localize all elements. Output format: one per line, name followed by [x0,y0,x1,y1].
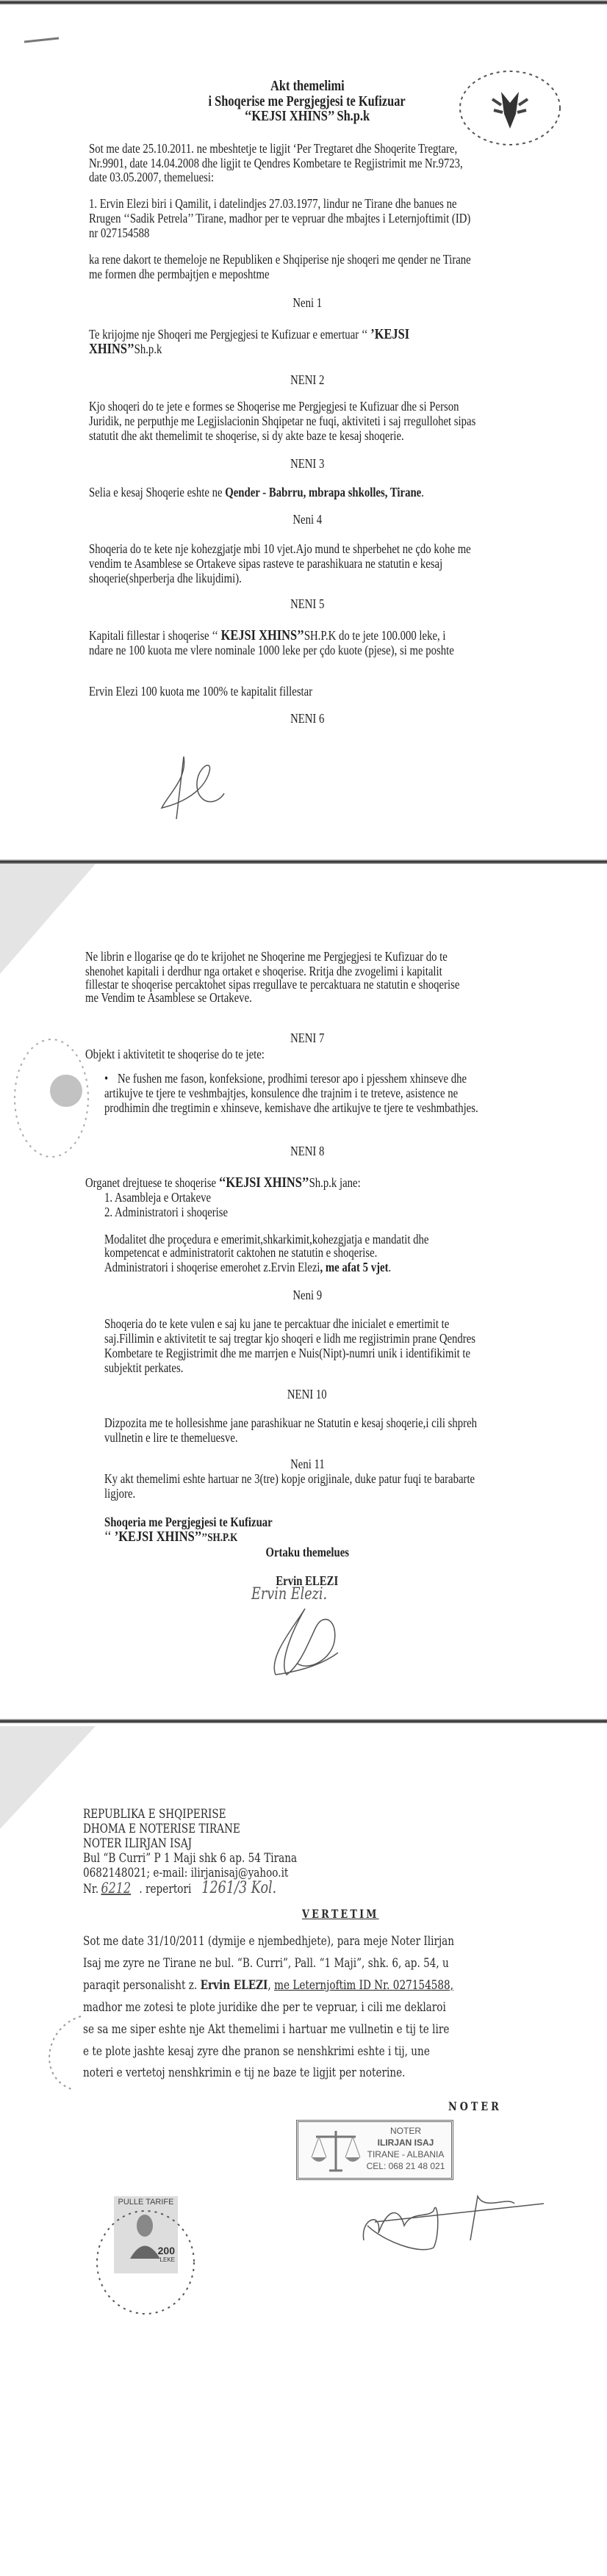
company-name: ‘‘KEJSI XHINS’’ [218,1175,309,1191]
article-8-line: kompetencat e administratorit caktohen ne statutin e shoqerise. [104,1245,378,1260]
certification-line: e te plote jashte kesaj zyre dhe pranon se nenshkrimi eshte i tij, une [83,2044,430,2059]
notary-signoff: NOTER [448,2099,502,2113]
stamp-line: TIRANE - ALBANIA [367,2149,445,2160]
founder-line: nr 027154588 [89,226,150,240]
nr-label: Nr. [83,1882,99,1897]
revenue-stamp-unit: LEKE [159,2256,175,2263]
company-name: KEJSI XHINS’’ [220,627,304,643]
article-heading: NENI 3 [290,456,325,471]
article-6-line: fillestar te shoqerise percaktohet sipas rregullave te percaktuara ne statutin e shoqerise [85,977,460,992]
article-heading: Neni 1 [292,295,322,310]
text: . [421,485,424,499]
page-edge [0,1719,607,1723]
nr-value: 6212 [101,1879,132,1897]
page-edge [0,0,607,4]
staple-icon [22,33,66,48]
list-item: 2. Administratori i shoqerise [104,1205,229,1219]
article-2-line: Kjo shoqeri do te jete e formes se Shoqerise me Pergjegjesi te Kufizuar dhe si Person [89,399,459,414]
certification-line: madhor me zotesi te plote juridike dhe per te vepruar, i cili me deklaroi [83,2000,446,2015]
article-3-line [89,484,424,500]
article-heading: NENI 10 [287,1387,327,1401]
stamp-line: ILIRJAN ISAJ [377,2137,434,2148]
certification-title: VERTETIM [302,1907,379,1921]
article-6-line: Ne librin e llogarise qe do te krijohet ne Shoqerine me Pergjegjesi te Kufizuar do te [85,949,448,964]
article-heading: NENI 8 [290,1144,325,1158]
text: , [267,1978,275,1993]
company-name-title: ‘‘KEJSI XHINS’’ Sh.p.k [244,108,370,124]
article-2-line: Juridik, ne perputhje me Legjislacionin Shqipetar ne fuqi, aktiviteti i saj rregullohet sipas [89,414,476,428]
article-5-line: ndare ne 100 kuota me vlere nominale 1000 leke per çdo kuote (pjese), si me poshte [89,643,454,657]
term: , me afat 5 vjet [320,1260,389,1274]
id-number: me Leternjoftim ID Nr. 027154588, [274,1978,454,1993]
article-1-line [89,341,162,357]
bullet-icon: • [104,1071,109,1086]
intro-line: Nr.9901, date 14.04.2008 dhe ligjit te Qendres Kombetare te Regjistrimit me Nr.9723, [89,156,463,170]
repertori-label: . repertori [139,1882,192,1897]
scales-of-justice-icon [309,2128,364,2173]
text: SH.P.K do te jete 100.000 leke, i [304,628,446,643]
text: Selia e kesaj Shoqerie eshte ne [89,485,226,499]
notary-signature [360,2189,551,2255]
page-3 [0,1719,607,2576]
signatory-name: Ervin ELEZI [276,1573,339,1588]
agree-line: me formen dhe permbajtjen e meposhtme [89,267,270,281]
company-name: ’KEJSI XHINS’’ [114,1529,202,1545]
intro-line: date 03.05.2007, themeluesi: [89,170,215,184]
repertori-value: 1261/3 Kol. [201,1879,277,1897]
agree-line: ka rene dakort te themeloje ne Republiken e Shqiperise nje shoqeri me qender ne Tirane [89,252,471,267]
article-8-line [104,1259,391,1275]
text: Kapitali fillestar i shoqerise ‘‘ [89,628,221,643]
article-2-line: statutit dhe akt themelimit te shoqerise, si dy akte baze te kesaj shoqerie. [89,428,404,443]
article-6-line: me Vendim te Asamblese se Ortakeve. [85,990,252,1005]
article-7-line: artikujve te tjere te veshmbajtjes, konsulence dhe trajnim i te treteve, asistence ne [104,1086,459,1100]
founder-line: 1. Ervin Elezi biri i Qamilit, i datelindjes 27.03.1977, lindur ne Tirane dhe banues ne [89,196,457,211]
text: Te krijojme nje Shoqeri me Pergjegjesi te Kufizuar e emertuar ‘‘ [89,327,371,342]
person-name: Ervin ELEZI [200,1978,268,1993]
founder-initials-signature [147,749,228,823]
company-name: ’KEJSI [370,326,410,342]
text: Administratori i shoqerise emerohet z.Ervin Elezi [104,1260,320,1274]
notary-header-line: NOTER ILIRJAN ISAJ [83,1836,193,1851]
article-7-intro: Objekt i aktivitetit te shoqerise do te jete: [85,1047,265,1061]
faint-seal-icon [29,2013,88,2093]
notary-stamp [296,2120,453,2180]
founder-signature [265,1605,349,1678]
article-7-line: prodhimin dhe tregtimin e xhinseve, kemishave dhe artikujve te tjere te veshmbathjes. [104,1100,478,1115]
founder-line: Rrugen ‘‘Sadik Petrela’’ Tirane, madhor per te vepruar dhe mbajtes i Leternjoftimit (ID) [89,211,471,226]
closing-company: Shoqeria me Pergjegjesi te Kufizuar [104,1515,273,1529]
text: Sh.p.k [134,342,162,356]
page-1 [0,0,607,859]
article-heading: NENI 7 [290,1031,325,1045]
page-2 [0,859,607,1719]
text: ‘‘ [104,1529,115,1545]
company-name: XHINS’’ [89,341,134,357]
article-11-line: Ky akt themelimi eshte hartuar ne 3(tre) kopje origjinale, duke patur fuqi te barabarte [104,1471,475,1486]
certification-line: Isaj me zyre ne Tirane ne bul. “B. Curri”, Pall. “1 Maji”, shk. 6, ap. 54, u [83,1956,449,1971]
article-7-line: Ne fushen me fason, konfeksione, prodhimi teresor apo i pjesshem xhinseve dhe [118,1071,467,1086]
article-4-line: Shoqeria do te kete nje kohezgjatje mbi 10 vjet.Ajo mund te shperbehet ne çdo kohe me [89,541,471,556]
text: Organet drejtuese te shoqerise [85,1175,219,1190]
article-8-line: Modalitet dhe proçedura e emerimit,shkarkimit,kohezgjatja e mandatit dhe [104,1232,429,1246]
article-heading: NENI 5 [290,596,325,611]
article-heading: Neni 11 [290,1457,325,1471]
text: paraqit personalisht z. [83,1978,201,1993]
certification-line [83,1977,453,1994]
intro-line: Sot me date 25.10.2011. ne mbeshtetje te ligjit ‘Per Tregtaret dhe Shoqerite Tregtare, [89,141,458,156]
notary-header-line: REPUBLIKA E SHQIPERISE [83,1807,226,1822]
certification-line: Sot me date 31/10/2011 (dymije e njembedhjete), para meje Noter Ilirjan [83,1934,455,1949]
text: . [388,1260,392,1274]
signatory-role: Ortaku themelues [265,1545,349,1559]
notary-contact: 0682148021; e-mail: ilirjanisaj@yahoo.it [83,1866,289,1880]
article-heading: NENI 6 [290,711,325,726]
capital-share-line: Ervin Elezi 100 kuota me 100% te kapitalit fillestar [89,684,313,699]
document-subtitle: i Shoqerise me Pergjegjesi te Kufizuar [208,93,406,109]
stamp-line: NOTER [390,2126,421,2136]
certification-line: se sa me siper eshte nje Akt themelimi i hartuar me vullnetin e tij te lire [83,2022,450,2037]
seat-address: Qender - Babrru, mbrapa shkolles, Tirane [225,485,422,499]
notary-header-line: DHOMA E NOTERISE TIRANE [83,1822,240,1836]
text: ’’SH.P.K [201,1531,238,1544]
article-1-line [89,326,409,342]
article-8-line [85,1175,361,1191]
text: Sh.p.k jane: [309,1175,361,1190]
document-title: Akt themelimi [270,78,345,94]
article-9-line: Shoqeria do te kete vulen e saj ku jane te percaktuar dhe inicialet e emertimit te [104,1316,450,1331]
round-seal-icon [94,2207,201,2317]
article-9-line: Kombetare te Regjistrimit dhe me marrjen e Nuis(Nipt)-numri unik i identifikimit te [104,1346,471,1360]
article-6-line: shenohet kapitali i derdhur nga ortaket e shoqerise. Rritja dhe zvogelimi i kapitalit [85,964,442,978]
article-11-line: ligjore. [104,1486,136,1501]
article-9-line: saj.Fillimin e aktivitetit te saj tregtar kjo shoqeri e lidh me regjistrimin prane Qendres [104,1331,476,1346]
revenue-stamp-label: PULLE TARIFE [118,2198,174,2207]
article-9-line: subjektit perkates. [104,1360,184,1375]
notary-address: Bul “B Curri” P 1 Maji shk 6 ap. 54 Tirana [83,1851,298,1866]
article-10-line: Dizpozita me te hollesishme jane parashikuar ne Statutin e kesaj shoqerie,i cili shpreh [104,1415,478,1430]
article-10-line: vullnetin e lire te themeluesve. [104,1430,238,1445]
register-number-line [83,1880,276,1897]
article-heading: Neni 9 [292,1288,322,1302]
article-heading: Neni 4 [292,512,322,527]
certification-line: noteri e vertetoj nenshkrimin e tij ne baze te ligjit per noterine. [83,2066,406,2080]
article-5-line [89,627,446,643]
folded-corner [0,864,96,974]
article-heading: NENI 2 [290,372,325,387]
handwritten-signature: Ervin Elezi. [251,1585,328,1603]
article-4-line: vendim te Asamblese se Ortakeve sipas rasteve te parashikuara ne statutin e kesaj [89,556,443,571]
list-item: 1. Asambleja e Ortakeve [104,1190,212,1205]
folded-corner [0,1726,96,1829]
stamp-line: CEL: 068 21 48 021 [366,2161,445,2171]
revenue-stamp-value: 200 [157,2245,175,2256]
article-4-line: shoqerie(shperberja dhe likujdimi). [89,571,242,585]
